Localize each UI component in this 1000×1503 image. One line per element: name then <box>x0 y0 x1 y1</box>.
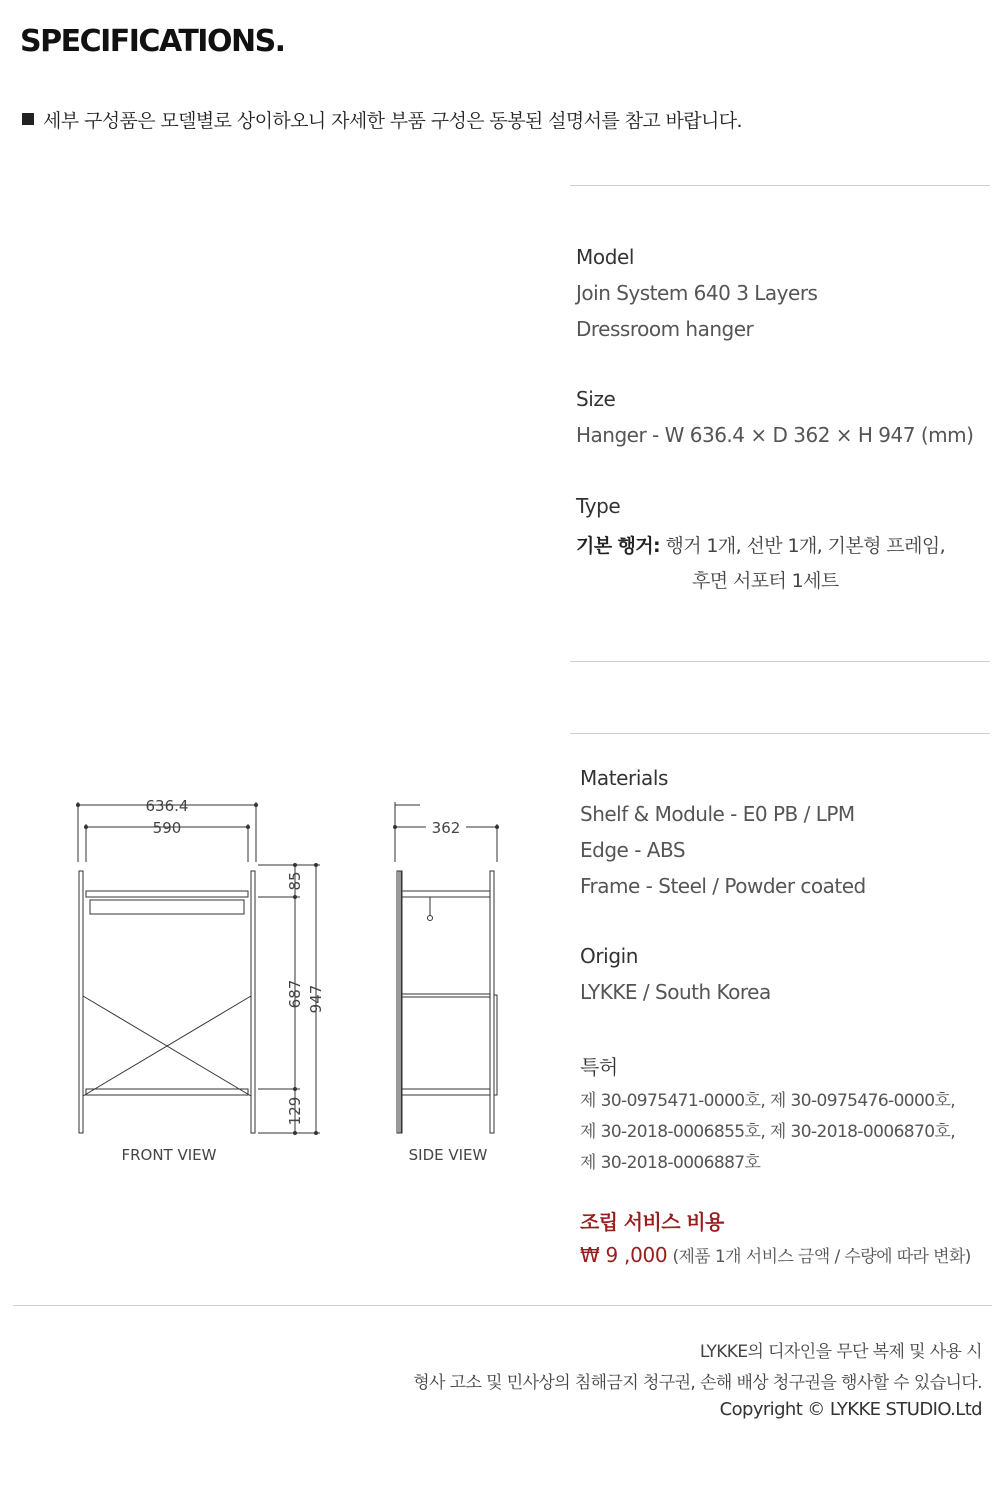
patent-line: 제 30-2018-0006887호 <box>580 1153 761 1173</box>
side-front-post <box>397 871 401 1133</box>
size-label: Size <box>576 387 616 411</box>
materials-frame: Frame - Steel / Powder coated <box>580 874 866 898</box>
origin-value: LYKKE / South Korea <box>580 980 771 1004</box>
footer-line: LYKKE의 디자인을 무단 복제 및 사용 시 <box>699 1342 982 1362</box>
patent-label: 특허 <box>580 1055 618 1079</box>
model-name: Join System 640 3 Layers <box>576 281 818 305</box>
dim-dot <box>246 825 250 829</box>
footer-divider <box>13 1305 992 1306</box>
service-note: (제품 1개 서비스 금액 / 수량에 따라 변화) <box>672 1247 971 1267</box>
front-left-post <box>79 871 83 1133</box>
type-label: Type <box>576 494 621 518</box>
notice-text: 세부 구성품은 모델별로 상이하오니 자세한 부품 구성은 동봉된 설명서를 참고 바랍니다. <box>43 110 742 132</box>
origin-label: Origin <box>580 944 639 968</box>
side-back-post <box>490 871 494 1133</box>
dim-top: 85 <box>286 871 304 891</box>
type-key: 기본 행거: <box>576 535 661 557</box>
service-price-row <box>580 1242 971 1267</box>
model-label: Model <box>576 245 635 269</box>
patent-line: 제 30-0975471-0000호, 제 30-0975476-0000호, <box>580 1091 956 1111</box>
materials-edge: Edge - ABS <box>580 838 686 862</box>
side-bottom-shelf <box>401 1089 490 1095</box>
dim-middle: 687 <box>286 979 304 1009</box>
dim-side-depth: 362 <box>431 819 461 837</box>
copyright: Copyright © LYKKE STUDIO.Ltd <box>719 1399 982 1420</box>
side-hanger-rod <box>428 916 433 921</box>
dim-dot <box>293 863 297 867</box>
page-title: SPECIFICATIONS. <box>20 24 285 59</box>
materials-shelf: Shelf & Module - E0 PB / LPM <box>580 802 855 826</box>
type-value-cont: 후면 서포터 1세트 <box>692 570 839 592</box>
type-value: 행거 1개, 선반 1개, 기본형 프레임, <box>660 535 946 557</box>
patent-line: 제 30-2018-0006855호, 제 30-2018-0006870호, <box>580 1122 956 1142</box>
divider <box>570 661 990 662</box>
dim-front-outer: 636.4 <box>145 797 189 815</box>
model-type: Dressroom hanger <box>576 317 754 341</box>
dim-dot <box>254 803 258 807</box>
materials-label: Materials <box>580 766 669 790</box>
notice <box>22 106 742 133</box>
dim-dot <box>393 825 397 829</box>
front-view-label: FRONT VIEW <box>121 1146 217 1164</box>
side-rear-supporter <box>494 995 497 1095</box>
side-top-shelf <box>401 891 490 897</box>
dim-front-inner: 590 <box>152 819 182 837</box>
divider <box>570 733 990 734</box>
technical-drawing <box>60 790 420 1170</box>
front-top-shelf <box>86 891 248 897</box>
front-right-post <box>251 871 255 1133</box>
dim-dot <box>293 895 297 899</box>
dim-height: 947 <box>307 984 325 1014</box>
square-bullet-icon <box>22 113 34 125</box>
side-view-drawing <box>380 790 540 1170</box>
divider <box>570 185 990 186</box>
dim-dot <box>314 1131 318 1135</box>
type-row <box>576 531 945 558</box>
dim-dot <box>84 825 88 829</box>
front-bottom-shelf <box>86 1089 248 1095</box>
dim-dot <box>76 803 80 807</box>
dim-dot <box>293 1131 297 1135</box>
dim-dot <box>293 1087 297 1091</box>
size-value: Hanger - W 636.4 × D 362 × H 947 (mm) <box>576 423 974 447</box>
dim-dot <box>314 863 318 867</box>
dim-bottom: 129 <box>286 1096 304 1126</box>
service-label: 조립 서비스 비용 <box>580 1210 724 1234</box>
footer-line: 형사 고소 및 민사상의 침해금지 청구권, 손해 배상 청구권을 행사할 수 있습니다. <box>413 1373 982 1393</box>
side-view-label: SIDE VIEW <box>408 1146 488 1164</box>
front-top-module <box>90 900 244 914</box>
service-price: ₩ 9 ,000 <box>580 1243 668 1267</box>
dim-dot <box>495 825 499 829</box>
